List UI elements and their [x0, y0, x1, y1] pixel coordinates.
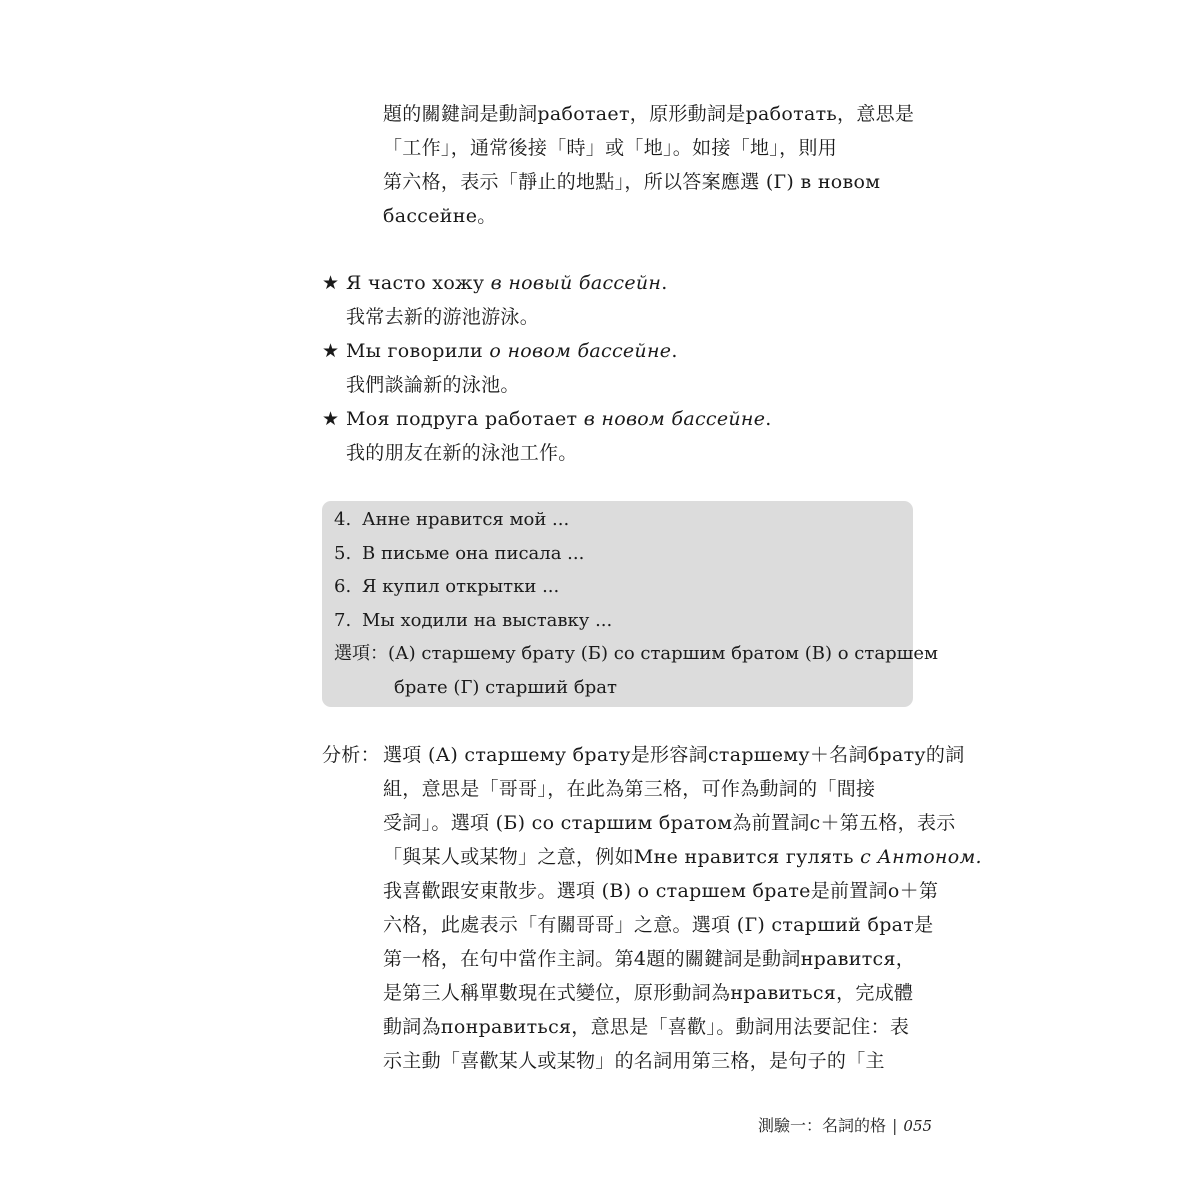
options-text: (А) старшему брату (Б) со старшим братом (В) о старшем	[388, 643, 938, 664]
example-russian-end: .	[671, 340, 678, 362]
page-footer	[758, 1113, 932, 1136]
exercise-item	[334, 570, 938, 604]
example-russian	[322, 266, 922, 300]
example-russian-text: Я часто хожу	[346, 272, 491, 294]
analysis-line: 是第三人稱單數現在式變位，原形動詞為нравиться，完成體	[383, 982, 914, 1004]
analysis-line: 動詞為понравиться，意思是「喜歡」。動詞用法要記住：表	[383, 1016, 910, 1038]
example-item	[322, 266, 922, 334]
example-chinese: 我的朋友在新的泳池工作。	[346, 442, 578, 464]
example-russian-text: Мы говорили	[346, 340, 490, 362]
analysis-line: 六格，此處表示「有關哥哥」之意。選項 (Г) старший брат是	[383, 914, 934, 936]
analysis-line	[322, 840, 982, 874]
example-item	[322, 402, 922, 470]
page-number: 055	[903, 1117, 933, 1135]
star-icon: ★	[322, 272, 340, 294]
options-label: 選項：	[334, 643, 388, 664]
intro-paragraph	[383, 97, 918, 233]
analysis-line	[322, 738, 965, 772]
exercise-text: Мы ходили на выставку ...	[362, 609, 613, 631]
exercise-options-continued: брате (Г) старший брат	[394, 676, 617, 698]
exercise-number: 6.	[334, 576, 352, 597]
star-icon: ★	[322, 340, 340, 362]
example-russian-end: .	[661, 272, 668, 294]
exercise-number: 7.	[334, 609, 352, 631]
analysis-text: 「與某人或某物」之意，例如Мне нравится гулять	[383, 846, 861, 868]
example-russian	[322, 334, 922, 368]
exercise-text: В письме она писала ...	[362, 542, 585, 564]
exercise-number: 5.	[334, 542, 352, 564]
example-russian-emphasis: о новом бассейне	[489, 340, 672, 362]
example-russian-emphasis: в новый бассейн	[490, 272, 662, 294]
intro-line: 「工作」，通常後接「時」或「地」。如接「地」，則用	[383, 137, 838, 159]
chapter-title: 測驗一：名詞的格	[758, 1116, 887, 1135]
example-chinese: 我們談論新的泳池。	[346, 374, 520, 396]
exercise-item	[334, 537, 938, 571]
example-russian-text: Моя подруга работает	[346, 408, 584, 430]
example-russian-emphasis: в новом бассейне	[583, 408, 766, 430]
footer-separator: |	[892, 1116, 898, 1135]
intro-line: 第六格，表示「靜止的地點」，所以答案應選 (Г) в новом	[383, 171, 881, 193]
intro-line: 題的關鍵詞是動詞работает，原形動詞是работать，意思是	[383, 103, 915, 125]
analysis-text: 選項 (А) старшему брату是形容詞старшему＋名詞брату的詞	[383, 744, 965, 766]
star-icon: ★	[322, 408, 340, 430]
analysis-line: 第一格，在句中當作主詞。第4題的關鍵詞是動詞нравится，	[383, 948, 916, 970]
analysis-line: 示主動「喜歡某人或某物」的名詞用第三格，是句子的「主	[383, 1050, 885, 1072]
exercise-items	[334, 503, 938, 704]
exercise-item	[334, 604, 938, 638]
exercise-item	[334, 503, 938, 537]
analysis-paragraph	[322, 738, 982, 1078]
exercise-number: 4.	[334, 509, 352, 530]
analysis-label: 分析：	[322, 744, 380, 766]
analysis-line: 組，意思是「哥哥」，在此為第三格，可作為動詞的「間接	[383, 778, 876, 800]
example-russian-end: .	[765, 408, 772, 430]
example-item	[322, 334, 922, 402]
exercise-box	[322, 501, 938, 707]
analysis-line: 我喜歡跟安東散步。選項 (В) о старшем брате是前置詞о＋第	[383, 880, 939, 902]
exercise-options	[334, 637, 938, 671]
exercise-text: Я купил открытки ...	[362, 576, 560, 597]
intro-line: бассейне。	[383, 205, 497, 227]
example-sentences	[322, 266, 922, 470]
analysis-emphasis: с Антоном.	[860, 846, 982, 868]
example-chinese: 我常去新的游池游泳。	[346, 306, 540, 328]
example-russian	[322, 402, 922, 436]
exercise-text: Анне нравится мой ...	[362, 509, 570, 530]
analysis-line: 受詞」。選項 (Б) со старшим братом為前置詞с＋第五格，表示	[383, 812, 956, 834]
